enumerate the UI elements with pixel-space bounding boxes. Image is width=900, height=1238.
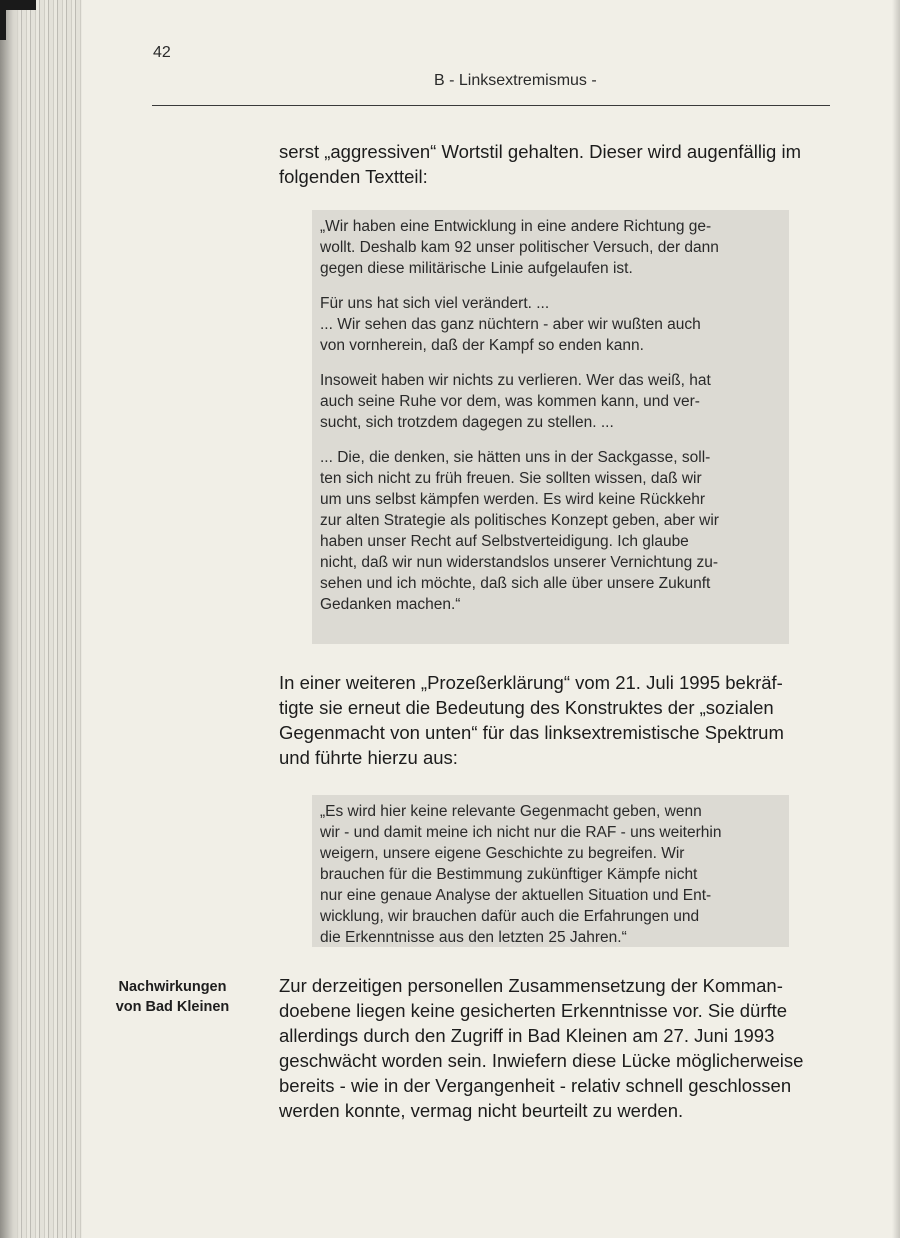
text-line: In einer weiteren „Prozeßerklärung“ vom 21. Juli 1995 bekräf-	[279, 672, 783, 693]
header-rule	[152, 105, 830, 106]
quote-paragraph	[320, 216, 781, 279]
page-right-edge	[892, 0, 900, 1238]
quote-line: sehen und ich möchte, daß sich alle über unsere Zukunft	[320, 575, 711, 592]
quote-line: wollt. Deshalb kam 92 unser politischer Versuch, der dann	[320, 239, 719, 256]
intro-paragraph	[279, 139, 829, 189]
quote-line: von vornherein, daß der Kampf so enden kann.	[320, 337, 644, 354]
quote-line: „Wir haben eine Entwicklung in eine andere Richtung ge-	[320, 218, 712, 235]
text-line: doebene liegen keine gesicherten Erkenntnisse vor. Sie dürfte	[279, 1000, 788, 1021]
quote-line: auch seine Ruhe vor dem, was kommen kann, und ver-	[320, 393, 700, 410]
quote-line: sucht, sich trotzdem dagegen zu stellen. ...	[320, 414, 614, 431]
quote-paragraph	[320, 370, 781, 433]
text-line: werden konnte, vermag nicht beurteilt zu werden.	[279, 1100, 684, 1121]
quote-line: nur eine genaue Analyse der aktuellen Situation und Ent-	[320, 887, 712, 904]
quote-paragraph	[320, 293, 781, 356]
quote-line: wicklung, wir brauchen dafür auch die Erfahrungen und	[320, 908, 700, 925]
quote-line: zur alten Strategie als politisches Konzept geben, aber wir	[320, 512, 719, 529]
quote-line: ... Wir sehen das ganz nüchtern - aber wir wußten auch	[320, 316, 701, 333]
quote-line: Für uns hat sich viel verändert. ...	[320, 295, 550, 312]
quote-line: weigern, unsere eigene Geschichte zu begreifen. Wir	[320, 845, 685, 862]
quote-line: nicht, daß wir nun widerstandslos unserer Vernichtung zu-	[320, 554, 719, 571]
text-line: folgenden Textteil:	[279, 166, 428, 187]
book-binding-edge	[0, 0, 82, 1238]
text-line: Gegenmacht von unten“ für das linksextremistische Spektrum	[279, 722, 784, 743]
text-line: tigte sie erneut die Bedeutung des Konstruktes der „sozialen	[279, 697, 774, 718]
quote-line: haben unser Recht auf Selbstverteidigung. Ich glaube	[320, 533, 689, 550]
quote-line: „Es wird hier keine relevante Gegenmacht geben, wenn	[320, 803, 702, 820]
quote-paragraph	[320, 447, 781, 615]
quote-line: Insoweit haben wir nichts zu verlieren. Wer das weiß, hat	[320, 372, 711, 389]
margin-note-line: Nachwirkungen	[118, 979, 227, 995]
quote-line: um uns selbst kämpfen werden. Es wird keine Rückkehr	[320, 491, 706, 508]
quote-block-1	[312, 210, 789, 644]
page-number: 42	[153, 44, 171, 61]
quote-line: wir - und damit meine ich nicht nur die RAF - uns weiterhin	[320, 824, 722, 841]
text-line: und führte hierzu aus:	[279, 747, 458, 768]
text-line: geschwächt worden sein. Inwiefern diese Lücke möglicherweise	[279, 1050, 804, 1071]
text-line: allerdings durch den Zugriff in Bad Kleinen am 27. Juni 1993	[279, 1025, 775, 1046]
quote-line: ... Die, die denken, sie hätten uns in der Sackgasse, soll-	[320, 449, 711, 466]
quote-paragraph	[320, 801, 781, 948]
quote-line: brauchen für die Bestimmung zukünftiger Kämpfe nicht	[320, 866, 698, 883]
text-line: Zur derzeitigen personellen Zusammensetzung der Komman-	[279, 975, 783, 996]
margin-note	[100, 977, 245, 1017]
running-head: B - Linksextremismus -	[434, 72, 597, 89]
quote-line: Gedanken machen.“	[320, 596, 461, 613]
final-paragraph	[279, 973, 829, 1123]
quote-block-2	[312, 795, 789, 947]
text-line: serst „aggressiven“ Wortstil gehalten. Dieser wird augenfällig im	[279, 141, 801, 162]
margin-note-line: von Bad Kleinen	[115, 999, 230, 1015]
corner-mark-vertical	[0, 0, 6, 40]
middle-paragraph	[279, 670, 829, 770]
quote-line: gegen diese militärische Linie aufgelaufen ist.	[320, 260, 633, 277]
text-line: bereits - wie in der Vergangenheit - relativ schnell geschlossen	[279, 1075, 792, 1096]
quote-line: ten sich nicht zu früh freuen. Sie sollten wissen, daß wir	[320, 470, 702, 487]
quote-line: die Erkenntnisse aus den letzten 25 Jahren.“	[320, 929, 627, 946]
